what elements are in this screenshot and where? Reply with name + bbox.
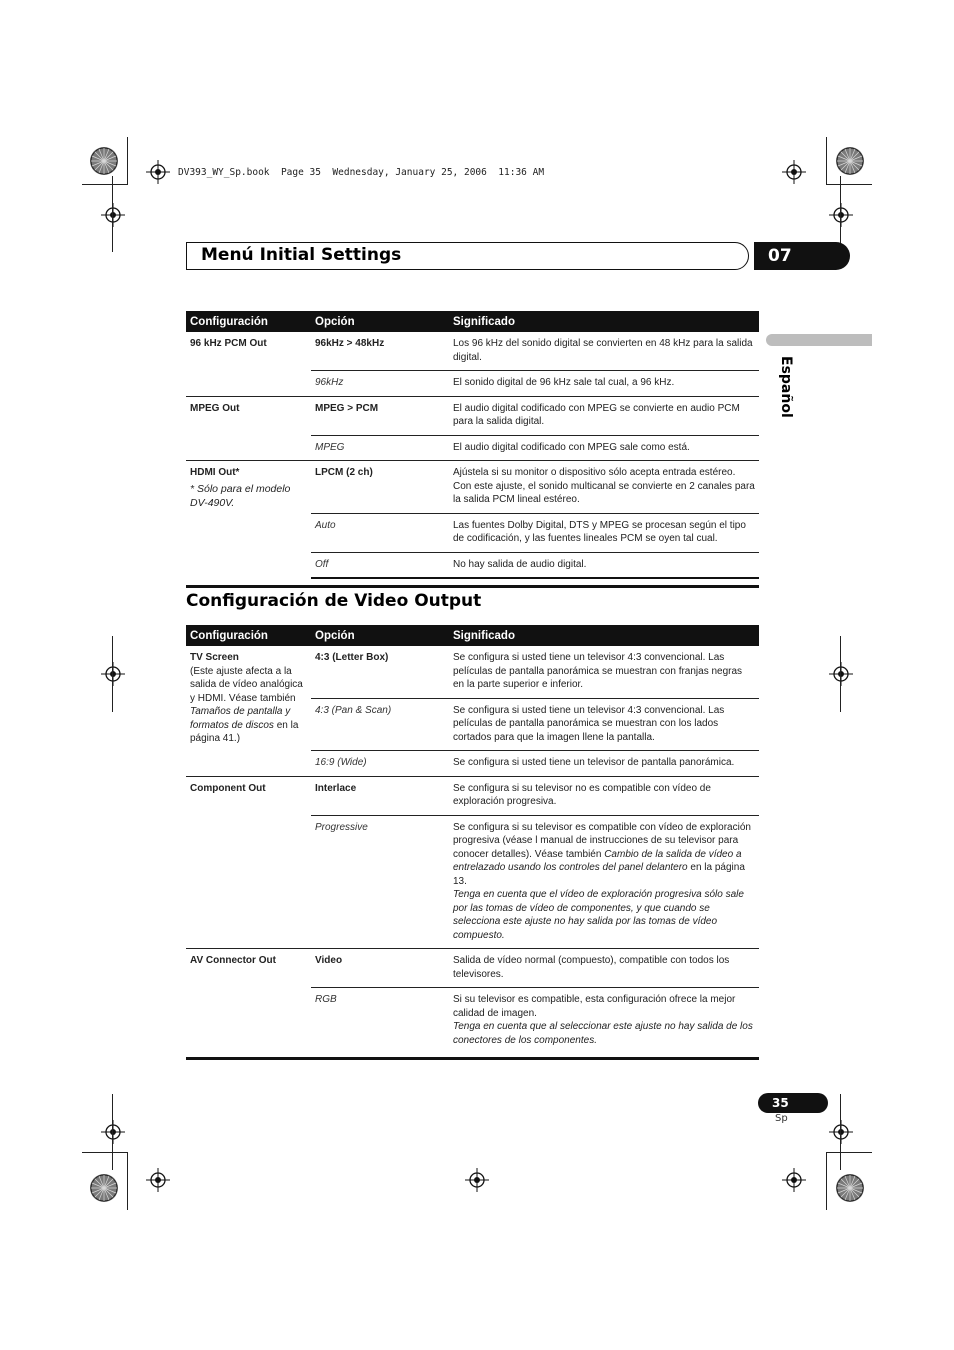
table-rule (186, 585, 759, 588)
option-value: 96kHz > 48kHz (315, 338, 385, 349)
option-meaning (449, 988, 759, 1054)
option-meaning: Se configura si usted tiene un televisor de pantalla panorámica. (449, 751, 759, 777)
setting-footnote: * Sólo para el modelo DV-490V. (190, 482, 291, 509)
chapter-number: 07 (754, 242, 850, 270)
option-meaning: No hay salida de audio digital. (449, 552, 759, 578)
option-meaning: Los 96 kHz del sonido digital se convierten en 48 kHz para la salida digital. (453, 338, 753, 363)
setting-description (190, 665, 307, 746)
option-value: Video (311, 949, 449, 988)
option-meaning-text: en la página 13. (453, 862, 745, 887)
page-language-code: Sp (775, 1113, 788, 1124)
crosshair-mark (146, 160, 170, 184)
crop-line (127, 1152, 128, 1210)
setting-description-text: (Este ajuste afecta a la salida de vídeo analógica y HDMI. Véase también (190, 665, 303, 704)
language-tab (766, 334, 872, 346)
setting-name-label: HDMI Out* (190, 467, 240, 478)
table-row (186, 646, 759, 698)
option-meaning-text: Se configura si su televisor es compatible con vídeo de exploración progresiva (véase l manual de instrucciones de su televisor para conocer detalles). Véase también (453, 821, 751, 860)
table-row (186, 776, 759, 815)
crop-line (82, 184, 128, 185)
option-meaning (449, 815, 759, 949)
header-meaning: Significado (449, 625, 759, 646)
crop-line (840, 176, 841, 252)
crosshair-mark (782, 1168, 806, 1192)
option-meaning-note: Tenga en cuenta que al seleccionar este ajuste no hay salida de los conectores de los componentes. (453, 1021, 753, 1046)
crosshair-mark (829, 203, 853, 227)
table-rule (186, 1057, 759, 1060)
crop-line (112, 636, 113, 712)
crop-line (840, 636, 841, 712)
crosshair-mark (829, 1120, 853, 1144)
option-value: MPEG (311, 435, 449, 461)
setting-description-link: Tamaños de pantalla y formatos de discos (190, 706, 291, 731)
crosshair-mark (465, 1168, 489, 1192)
crosshair-mark (829, 662, 853, 686)
crop-line (127, 137, 128, 185)
option-value: Progressive (311, 815, 449, 949)
language-label: Español (778, 356, 794, 418)
crop-line (112, 1094, 113, 1170)
chapter-title-bar (186, 242, 749, 270)
chapter-title: Menú Initial Settings (201, 245, 402, 265)
registration-rosette-bottom-right (836, 1174, 864, 1202)
option-value: Auto (311, 513, 449, 552)
option-value: 96kHz (311, 371, 449, 397)
setting-name-label: TV Screen (190, 652, 239, 663)
crosshair-mark (101, 1120, 125, 1144)
table-header-row (186, 311, 759, 332)
crop-line (826, 1152, 827, 1210)
crosshair-mark (101, 203, 125, 227)
setting-name: Component Out (186, 776, 311, 949)
setting-name (186, 646, 311, 776)
crosshair-mark (101, 662, 125, 686)
option-value: LPCM (2 ch) (311, 461, 449, 514)
option-meaning: Las fuentes Dolby Digital, DTS y MPEG se procesan según el tipo de codificación, y las fuentes lineales PCM se oyen tal cual. (449, 513, 759, 552)
header-config: Configuración (186, 625, 311, 646)
table-row (186, 461, 759, 514)
table-header-row (186, 625, 759, 646)
option-meaning-text: Si su televisor es compatible, esta configuración ofrece la mejor calidad de imagen. (453, 994, 736, 1019)
setting-name: AV Connector Out (186, 949, 311, 1054)
option-meaning: El audio digital codificado con MPEG sale como está. (449, 435, 759, 461)
option-value: 4:3 (Pan & Scan) (311, 698, 449, 751)
setting-name (186, 461, 311, 579)
crop-line (826, 137, 827, 185)
audio-settings-table (186, 311, 759, 579)
section-title: Configuración de Video Output (186, 591, 482, 611)
registration-rosette-top-right (836, 147, 864, 175)
option-value: 16:9 (Wide) (311, 751, 449, 777)
crop-line (112, 176, 113, 252)
registration-rosette-bottom-left (90, 1174, 118, 1202)
option-meaning: Se configura si su televisor no es compatible con vídeo de exploración progresiva. (449, 776, 759, 815)
option-meaning: El sonido digital de 96 kHz sale tal cual, a 96 kHz. (449, 371, 759, 397)
option-meaning: Ajústela si su monitor o dispositivo sólo acepta entrada estéreo. Con este ajuste, el sonido multicanal se convierte en 2 canales para la salida PCM lineal estéreo. (449, 461, 759, 514)
option-meaning-link: Cambio de la salida de vídeo a entrelazado usando los controles del panel delantero (453, 848, 742, 873)
option-meaning: Salida de vídeo normal (compuesto), compatible con todos los televisores. (449, 949, 759, 988)
table-row (186, 396, 759, 435)
crop-line (82, 1152, 128, 1153)
crop-line (826, 184, 872, 185)
header-meaning: Significado (449, 311, 759, 332)
table-row (186, 332, 759, 371)
crop-line (826, 1152, 872, 1153)
option-value: Off (311, 552, 449, 578)
option-value: 4:3 (Letter Box) (315, 652, 389, 663)
option-meaning: Se configura si usted tiene un televisor 4:3 convencional. Las películas de pantalla panorámica se muestran con franjas negras en la parte superior e inferior. (453, 652, 743, 690)
setting-name: MPEG Out (186, 396, 311, 461)
header-option: Opción (311, 625, 449, 646)
crosshair-mark (146, 1168, 170, 1192)
setting-name: 96 kHz PCM Out (190, 338, 267, 349)
setting-description-text: en la página 41.) (190, 719, 299, 744)
header-option: Opción (311, 311, 449, 332)
option-value: MPEG > PCM (311, 396, 449, 435)
registration-rosette-top-left (90, 147, 118, 175)
video-settings-table (186, 625, 759, 1053)
crop-line (840, 1094, 841, 1170)
print-slug: DV393_WY_Sp.book Page 35 Wednesday, January 25, 2006 11:36 AM (178, 167, 545, 178)
table-row (186, 949, 759, 988)
option-meaning-note: Tenga en cuenta que el vídeo de exploración progresiva sólo sale por las tomas de vídeo de componentes, y que cuando se selecciona este ajuste no hay salida por las tomas de vídeo compuesto. (453, 889, 744, 941)
option-meaning: Se configura si usted tiene un televisor 4:3 convencional. Las películas de pantalla panorámica se muestran con los lados cortados para que la imagen llene la pantalla. (449, 698, 759, 751)
page-number: 35 (758, 1093, 828, 1113)
option-meaning: El audio digital codificado con MPEG se convierte en audio PCM para la salida digital. (449, 396, 759, 435)
option-value: Interlace (311, 776, 449, 815)
crosshair-mark (782, 160, 806, 184)
option-value: RGB (311, 988, 449, 1054)
header-config: Configuración (186, 311, 311, 332)
